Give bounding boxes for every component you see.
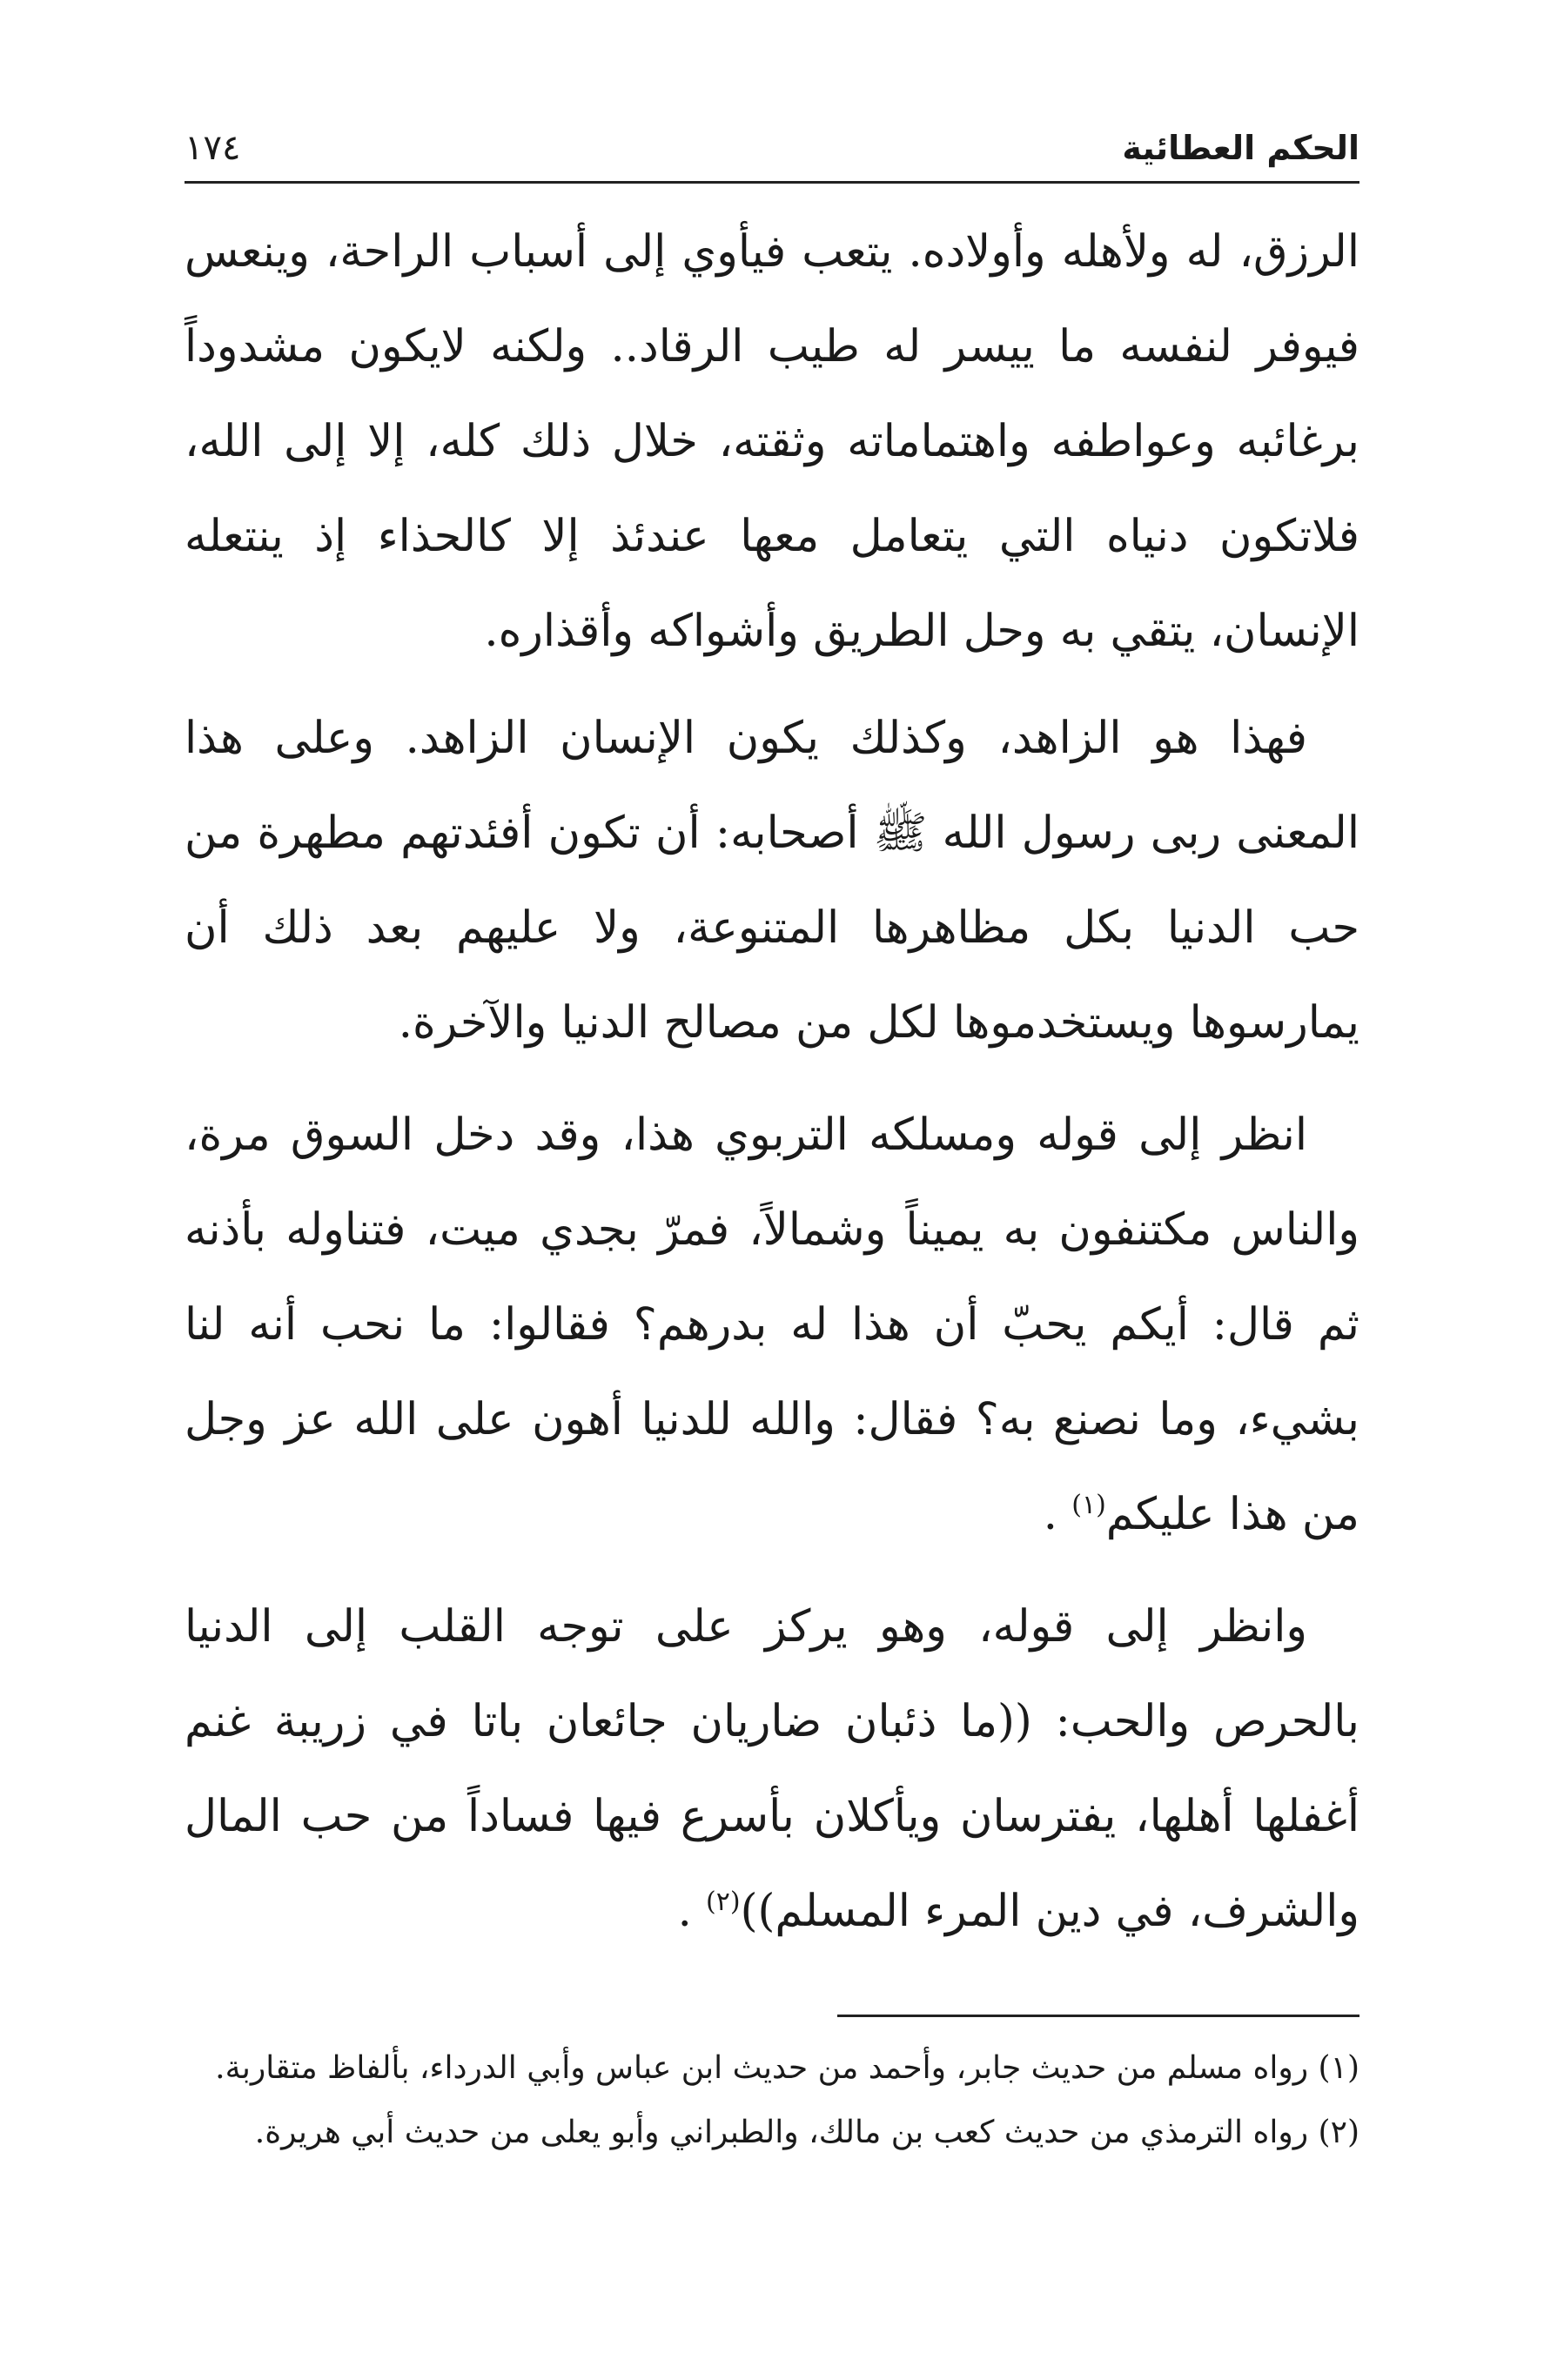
paragraph-1 [185, 204, 1359, 679]
footnote-2: (٢) رواه الترمذي من حديث كعب بن مالك، والطبراني وأبو يعلى من حديث أبي هريرة. [254, 2115, 1359, 2150]
footnote-1: (١) رواه مسلم من حديث جابر، وأحمد من حديث ابن عباس وأبي الدرداء، بألفاظ متقاربة. [215, 2050, 1359, 2086]
paragraph-4-text: وانظر إلى قوله، وهو يركز على توجه القلب إلى الدنيا بالحرص والحب: ((ما ذئبان ضاريان جائعان باتا في زريبة غنم أغفلها أهلها، يفترسان ويأكلان بأسرع فيها فساداً من حب المال والشرف، في دين المرء المسلم)) [185, 1601, 1359, 1937]
paragraph-1-text: الرزق، له ولأهله وأولاده. يتعب فيأوي إلى أسباب الراحة، وينعس فيوفر لنفسه ما ييسر له طيب الرقاد.. ولكنه لايكون مشدوداً برغائبه وعواطفه واهتماماته وثقته، خلال ذلك كله، إلا إلى الله، فلاتكون دنياه التي يتعامل معها عندئذ إلا كالحذاء إذ ينتعله الإنسان، يتقي به وحل الطريق وأشواكه وأقذاره. [185, 226, 1359, 657]
paragraph-3 [185, 1088, 1359, 1562]
paragraph-4 [185, 1579, 1359, 1959]
footnote-ref-2[interactable]: (٢) [706, 1887, 741, 1917]
footnote-divider [837, 2015, 1359, 2017]
book-page [185, 122, 1359, 2169]
paragraph-2-text: فهذا هو الزاهد، وكذلك يكون الإنسان الزاهد. وعلى هذا المعنى ربى رسول الله ﷺ أصحابه: أن تكون أفئدتهم مطهرة من حب الدنيا بكل مظاهرها المتنوعة، ولا عليهم بعد ذلك أن يمارسوها ويستخدموها لكل من مصالح الدنيا والآخرة. [185, 713, 1359, 1049]
sentence-end: . [677, 1886, 692, 1937]
page-header [185, 122, 1359, 184]
page-number: ١٧٤ [185, 128, 241, 168]
paragraph-3-text: انظر إلى قوله ومسلكه التربوي هذا، وقد دخل السوق مرة، والناس مكتنفون به يميناً وشمالاً، فمرّ بجدي ميت، فتناوله بأذنه ثم قال: أيكم يحبّ أن هذا له بدرهم؟ فقالوا: ما نحب أنه لنا بشيء، وما نصنع به؟ فقال: والله للدنيا أهون على الله عز وجل من هذا عليكم [185, 1110, 1359, 1540]
footnote-ref-1[interactable]: (١) [1071, 1490, 1106, 1520]
paragraph-2 [185, 691, 1359, 1070]
footnotes [185, 2040, 1359, 2162]
body-text [185, 204, 1359, 1959]
sentence-end: . [1043, 1489, 1057, 1540]
running-title: الحكم العطائية [1122, 129, 1359, 167]
